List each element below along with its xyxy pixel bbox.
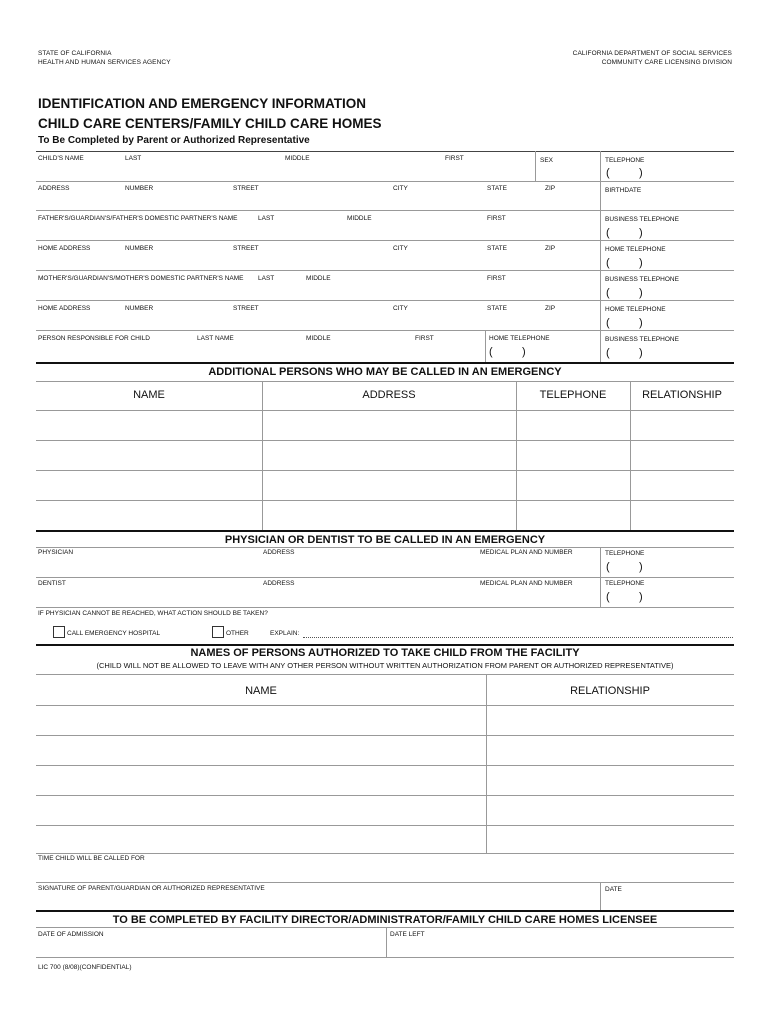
physician-medical-plan-label: MEDICAL PLAN AND NUMBER [480, 549, 573, 556]
child-middle-label: MIDDLE [285, 155, 310, 162]
responsible-person-label: PERSON RESPONSIBLE FOR CHILD [38, 335, 150, 342]
child-street-label: STREET [233, 185, 259, 192]
area-code-open: ( [606, 257, 610, 269]
mother-home-address-label: HOME ADDRESS [38, 305, 91, 312]
father-zip-label: ZIP [545, 245, 556, 252]
physician-telephone-label: TELEPHONE [605, 550, 645, 557]
area-code-open: ( [606, 317, 610, 329]
other-action-checkbox[interactable] [212, 626, 224, 638]
dentist-label: DENTIST [38, 580, 66, 587]
child-birthdate-label: BIRTHDATE [605, 187, 642, 194]
other-action-label: OTHER [226, 630, 249, 637]
mother-number-label: NUMBER [125, 305, 154, 312]
mother-name-label: MOTHER'S/GUARDIAN'S/MOTHER'S DOMESTIC PARTNER'S NAME [38, 275, 244, 282]
mother-last-label: LAST [258, 275, 275, 282]
physician-heading: PHYSICIAN OR DENTIST TO BE CALLED IN AN EMERGENCY [224, 534, 546, 546]
dentist-address-label: ADDRESS [263, 580, 295, 587]
mother-business-telephone-label: BUSINESS TELEPHONE [605, 276, 679, 283]
area-code-close: ) [639, 167, 643, 179]
emergency-contacts-heading: ADDITIONAL PERSONS WHO MAY BE CALLED IN AN EMERGENCY [208, 366, 562, 378]
agency-header-left [38, 50, 171, 66]
mother-middle-label: MIDDLE [306, 275, 331, 282]
father-first-label: FIRST [487, 215, 506, 222]
agency-state: STATE OF CALIFORNIA [38, 50, 112, 57]
area-code-open: ( [489, 346, 493, 358]
father-middle-label: MIDDLE [347, 215, 372, 222]
child-zip-label: ZIP [545, 185, 556, 192]
physician-address-label: ADDRESS [263, 549, 295, 556]
physician-label: PHYSICIAN [38, 549, 74, 556]
time-child-called-label: TIME CHILD WILL BE CALLED FOR [38, 855, 145, 862]
emergency-col-address: ADDRESS [362, 389, 416, 401]
area-code-open: ( [606, 347, 610, 359]
date-left-label: DATE LEFT [390, 931, 425, 938]
area-code-open: ( [606, 167, 610, 179]
emergency-col-telephone: TELEPHONE [539, 389, 607, 401]
title-line-2: CHILD CARE CENTERS/FAMILY CHILD CARE HOMES [38, 116, 382, 131]
date-admission-label: DATE OF ADMISSION [38, 931, 104, 938]
explain-input[interactable] [303, 637, 733, 638]
mother-city-label: CITY [393, 305, 408, 312]
father-home-telephone-label: HOME TELEPHONE [605, 246, 666, 253]
father-home-address-label: HOME ADDRESS [38, 245, 91, 252]
agency-name: HEALTH AND HUMAN SERVICES AGENCY [38, 59, 171, 66]
child-last-label: LAST [125, 155, 142, 162]
emergency-col-relationship: RELATIONSHIP [642, 389, 722, 401]
area-code-close: ) [522, 346, 526, 358]
father-number-label: NUMBER [125, 245, 154, 252]
authorized-persons-subheading: (CHILD WILL NOT BE ALLOWED TO LEAVE WITH ANY OTHER PERSON WITHOUT WRITTEN AUTHORIZATION FROM PARENT OR AUTHORIZED REPRESENTATIVE) [96, 661, 674, 670]
area-code-open: ( [606, 287, 610, 299]
responsible-business-telephone-label: BUSINESS TELEPHONE [605, 336, 679, 343]
dentist-medical-plan-label: MEDICAL PLAN AND NUMBER [480, 580, 573, 587]
form-title [38, 94, 382, 134]
father-name-label: FATHER'S/GUARDIAN'S/FATHER'S DOMESTIC PARTNER'S NAME [38, 215, 238, 222]
authorized-col-name: NAME [245, 685, 277, 697]
area-code-close: ) [639, 591, 643, 603]
child-first-label: FIRST [445, 155, 464, 162]
emergency-col-name: NAME [133, 389, 165, 401]
mother-zip-label: ZIP [545, 305, 556, 312]
form-id: LIC 700 (8/08)(CONFIDENTIAL) [38, 964, 132, 971]
child-sex-label: SEX [540, 157, 554, 164]
father-state-label: STATE [487, 245, 507, 252]
responsible-last-name-label: LAST NAME [197, 335, 234, 342]
facility-heading: TO BE COMPLETED BY FACILITY DIRECTOR/ADMINISTRATOR/FAMILY CHILD CARE HOMES LICENSEE [112, 914, 658, 926]
mother-state-label: STATE [487, 305, 507, 312]
form-subtitle: To Be Completed by Parent or Authorized Representative [38, 135, 310, 146]
father-street-label: STREET [233, 245, 259, 252]
authorized-persons-heading: NAMES OF PERSONS AUTHORIZED TO TAKE CHILD FROM THE FACILITY [190, 647, 580, 659]
area-code-close: ) [639, 561, 643, 573]
father-business-telephone-label: BUSINESS TELEPHONE [605, 216, 679, 223]
emergency-hospital-label: CALL EMERGENCY HOSPITAL [67, 630, 161, 637]
agency-header-right [573, 50, 732, 66]
responsible-middle-label: MIDDLE [306, 335, 331, 342]
child-number-label: NUMBER [125, 185, 154, 192]
area-code-close: ) [639, 287, 643, 299]
childs-name-label: CHILD'S NAME [38, 155, 84, 162]
child-city-label: CITY [393, 185, 408, 192]
division-name: COMMUNITY CARE LICENSING DIVISION [601, 59, 732, 66]
responsible-home-telephone-label: HOME TELEPHONE [489, 335, 550, 342]
signature-label: SIGNATURE OF PARENT/GUARDIAN OR AUTHORIZED REPRESENTATIVE [38, 885, 265, 892]
title-line-1: IDENTIFICATION AND EMERGENCY INFORMATION [38, 96, 366, 111]
area-code-close: ) [639, 347, 643, 359]
mother-street-label: STREET [233, 305, 259, 312]
child-state-label: STATE [487, 185, 507, 192]
emergency-hospital-checkbox[interactable] [53, 626, 65, 638]
signature-date-label: DATE [605, 886, 622, 893]
father-city-label: CITY [393, 245, 408, 252]
responsible-first-label: FIRST [415, 335, 434, 342]
physician-unreachable-question: IF PHYSICIAN CANNOT BE REACHED, WHAT ACTION SHOULD BE TAKEN? [38, 610, 268, 617]
child-telephone-label: TELEPHONE [605, 157, 645, 164]
area-code-close: ) [639, 227, 643, 239]
mother-home-telephone-label: HOME TELEPHONE [605, 306, 666, 313]
authorized-col-relationship: RELATIONSHIP [570, 685, 650, 697]
area-code-close: ) [639, 257, 643, 269]
area-code-open: ( [606, 227, 610, 239]
mother-first-label: FIRST [487, 275, 506, 282]
department-name: CALIFORNIA DEPARTMENT OF SOCIAL SERVICES [572, 50, 732, 57]
area-code-open: ( [606, 591, 610, 603]
area-code-close: ) [639, 317, 643, 329]
child-address-label: ADDRESS [38, 185, 70, 192]
father-last-label: LAST [258, 215, 275, 222]
dentist-telephone-label: TELEPHONE [605, 580, 645, 587]
area-code-open: ( [606, 561, 610, 573]
explain-label: EXPLAIN: [270, 630, 300, 637]
